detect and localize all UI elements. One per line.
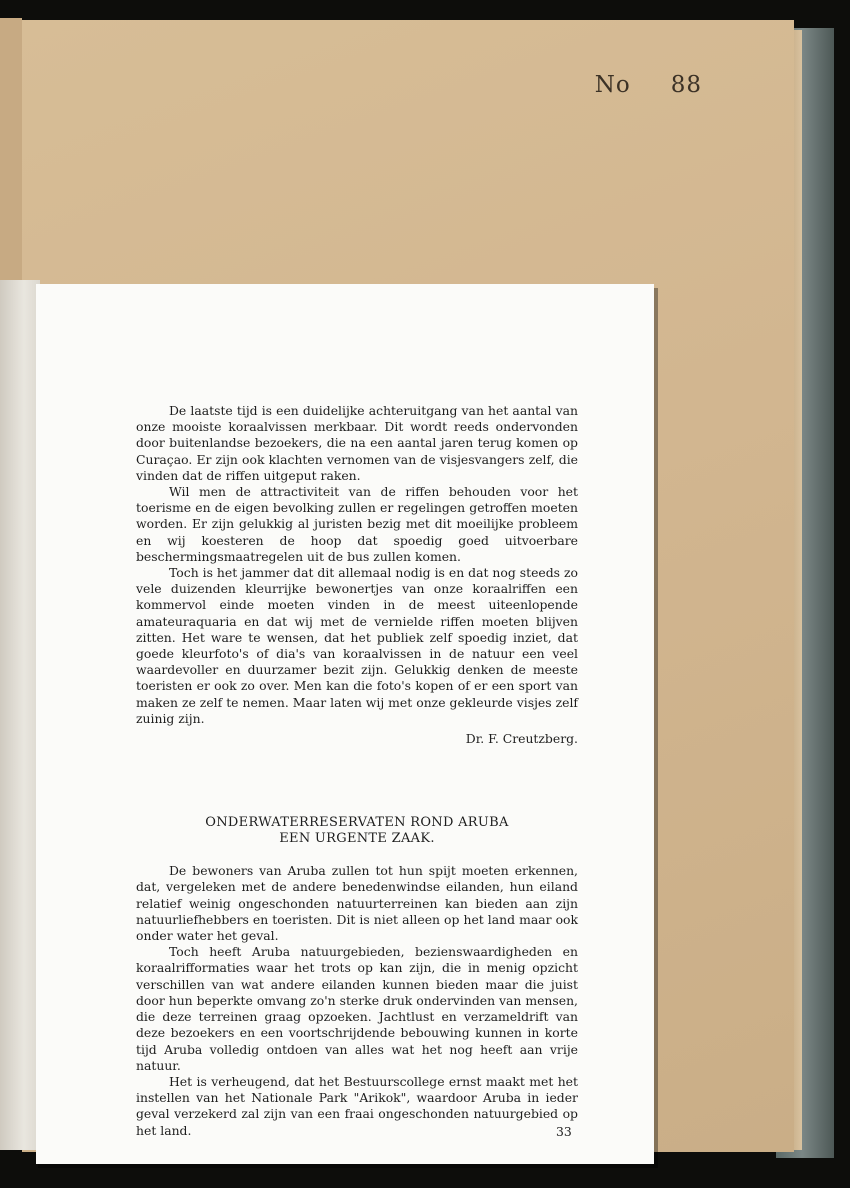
article1-signature: Dr. F. Creutzberg. bbox=[465, 731, 578, 747]
article2-title-line2: EEN URGENTE ZAAK. bbox=[279, 831, 435, 847]
folder-number-label: No bbox=[594, 72, 631, 98]
article1-paragraph-2: Wil men de attractiviteit van de riffen behouden voor het toerisme en de eigen bevolking zullen er regelingen getroffen moeten worden. Er zijn gelukkig al juristen bezig met dit moeilijke probleem en wij koesteren de hoop dat spoedig goed uitvoerbare beschermingsmaatregelen uit de bus zullen komen. bbox=[136, 484, 578, 564]
article2-body bbox=[136, 863, 578, 1138]
page-number: 33 bbox=[556, 1124, 572, 1139]
article2-paragraph-3: Het is verheugend, dat het Bestuurscollege ernst maakt met het instellen van het Nationale Park "Arikok", waardoor Aruba in ieder geval verzekerd zal zijn van een fraai ongeschonden natuurgebied op het land. bbox=[136, 1073, 578, 1138]
article2-paragraph-1: De bewoners van Aruba zullen tot hun spijt moeten erkennen, dat, vergeleken met de andere benedenwindse eilanden, hun eiland relatief weinig ongeschonden natuurterreinen kan bieden aan zijn natuurliefhebbers en toeristen. Dit is niet alleen op het land maar ook onder water het geval. bbox=[136, 863, 578, 944]
article1-paragraph-3: Toch is het jammer dat dit allemaal nodig is en dat nog steeds zo vele duizenden kleurrijke bewonertjes van onze koraalriffen een kommervol einde moeten vinden in de meest uiteenlopende amateuraquaria en dat wij met de vernielde riffen moeten blijven zitten. Het ware te wensen, dat het publiek zelf spoedig inziet, dat goede kleurfoto's of dia's van koraalvissen in de natuur een veel waardevoller en duurzamer bezit zijn. Gelukkig denken de meeste toeristen er ook zo over. Men kan die foto's kopen of er een sport van maken ze zelf te nemen. Maar laten wij met onze gekleurde visjes zelf zuinig zijn. bbox=[136, 565, 578, 726]
folder-number bbox=[595, 72, 702, 98]
page-text bbox=[136, 403, 578, 1139]
article2-title-line1: ONDERWATERRESERVATEN ROND ARUBA bbox=[205, 815, 509, 831]
left-page-edge bbox=[0, 280, 40, 1150]
folder-number-value: 88 bbox=[670, 72, 702, 98]
article2-heading bbox=[136, 815, 578, 847]
article2-paragraph-2: Toch heeft Aruba natuurgebieden, bezienswaardigheden en koraalrifformaties waar het trots op kan zijn, die in menig opzicht verschillen van wat andere eilanden kunnen bieden maar die juist door hun beperkte omvang zo'n sterke druk ondervinden van mensen, die deze terreinen graag opzoeken. Jachtlust en verzameldrift van deze bezoekers en een voortschrijdende bebouwing kunnen in korte tijd Aruba volledig ontdoen van alles wat het nog heeft aan vrije natuur. bbox=[136, 944, 578, 1073]
folder-left-strip bbox=[0, 18, 22, 280]
article1-paragraph-1: De laatste tijd is een duidelijke achteruitgang van het aantal van onze mooiste koraalvissen merkbaar. Dit wordt reeds ondervonden door buitenlandse bezoekers, die na een aantal jaren terug komen op Curaçao. Er zijn ook klachten vernomen van de visjesvangers zelf, die vinden dat de riffen uitgeput raken. bbox=[136, 403, 578, 483]
